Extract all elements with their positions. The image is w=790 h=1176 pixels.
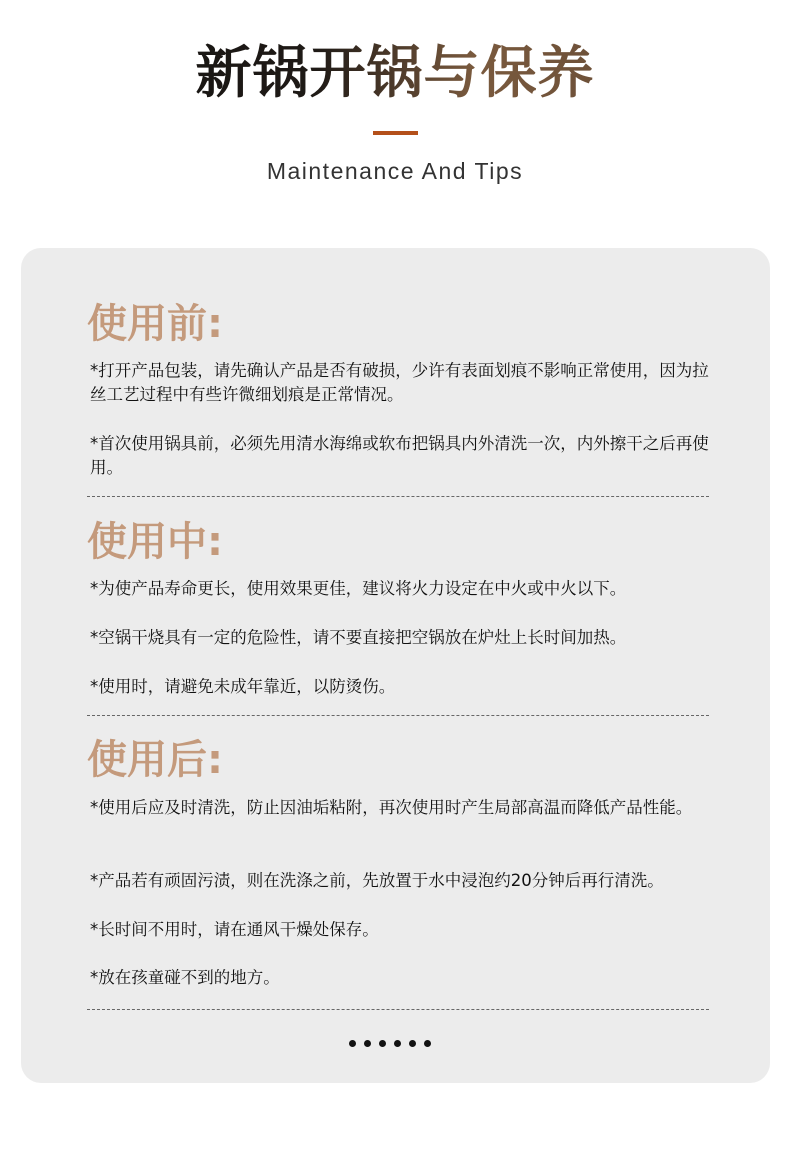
section-divider — [87, 496, 709, 497]
tip-item: *空锅干烧具有一定的危险性，请不要直接把空锅放在炉灶上长时间加热。 — [90, 628, 627, 647]
dot — [424, 1040, 431, 1047]
tip-item: *产品若有顽固污渍，则在洗涤之前，先放置于水中浸泡约20分钟后再行清洗。 — [90, 871, 664, 890]
dot — [379, 1040, 386, 1047]
page-title: 新锅开锅与保养 — [0, 38, 790, 110]
section-heading-during-use: 使用中: — [87, 519, 223, 565]
dot — [409, 1040, 416, 1047]
tip-item: *使用时，请避免未成年靠近，以防烫伤。 — [90, 677, 396, 696]
title-accent-bar — [373, 131, 418, 135]
section-divider — [87, 1009, 709, 1010]
tip-item: *为使产品寿命更长，使用效果更佳，建议将火力设定在中火或中火以下。 — [90, 579, 627, 598]
section-heading-after-use: 使用后: — [87, 737, 223, 783]
ellipsis-dots — [349, 1040, 431, 1047]
tip-item: *放在孩童碰不到的地方。 — [90, 968, 280, 987]
dot — [394, 1040, 401, 1047]
tips-card — [21, 248, 770, 1083]
page-subtitle: Maintenance And Tips — [266, 158, 524, 184]
tip-item: *使用后应及时清洗，防止因油垢粘附，再次使用时产生局部高温而降低产品性能。 — [90, 798, 693, 817]
section-divider — [87, 715, 709, 716]
tip-item: *长时间不用时，请在通风干燥处保存。 — [90, 920, 379, 939]
dot — [349, 1040, 356, 1047]
tip-item: *首次使用锅具前，必须先用清水海绵或软布把锅具内外清洗一次，内外擦干之后再使用。 — [90, 434, 709, 477]
dot — [364, 1040, 371, 1047]
tip-item: *打开产品包装，请先确认产品是否有破损，少许有表面划痕不影响正常使用，因为拉丝工艺过程中有些许微细划痕是正常情况。 — [90, 361, 709, 404]
section-heading-before-use: 使用前: — [87, 301, 223, 347]
